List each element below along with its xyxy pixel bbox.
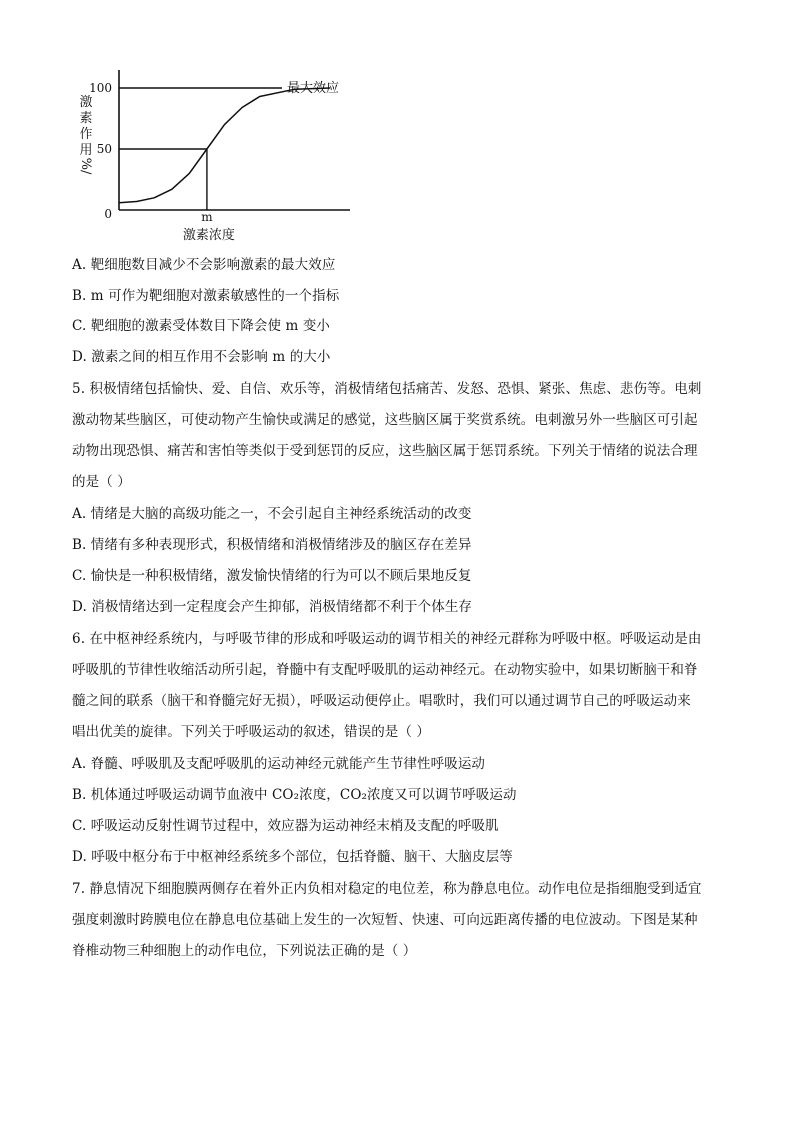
- q4-option-a: A. 靶细胞数目减少不会影响激素的最大效应: [72, 257, 336, 273]
- q4-option-d: D. 激素之间的相互作用不会影响 m 的大小: [72, 349, 331, 365]
- q6-stem-line-3: 髓之间的联系（脑干和脊髓完好无损），呼吸运动便停止。唱歌时，我们可以通过调节自己的呼吸运动来: [72, 693, 691, 709]
- q6-option-c: C. 呼吸运动反射性调节过程中，效应器为运动神经末梢及支配的呼吸肌: [72, 818, 499, 834]
- y-tick-label-0: 0: [104, 207, 112, 221]
- dose-response-curve: [119, 88, 330, 203]
- q6-option-a: A. 脊髓、呼吸肌及支配呼吸肌的运动神经元就能产生节律性呼吸运动: [72, 756, 486, 772]
- q5-stem-line-2: 激动物某些脑区，可使动物产生愉快或满足的感觉，这些脑区属于奖赏系统。电刺激另外一些脑区可引起: [72, 412, 698, 428]
- x-axis-label: 激素浓度: [182, 228, 235, 243]
- q5-option-a: A. 情绪是大脑的高级功能之一，不会引起自主神经系统活动的改变: [72, 506, 472, 522]
- y-axis-label-char: 用: [79, 143, 93, 158]
- q5-option-b: B. 情绪有多种表现形式，积极情绪和消极情绪涉及的脑区存在差异: [72, 537, 472, 553]
- q6-stem-line-1: 6. 在中枢神经系统内，与呼吸节律的形成和呼吸运动的调节相关的神经元群称为呼吸中枢。呼吸运动是由: [72, 631, 702, 647]
- q6-stem-line-2: 呼吸肌的节律性收缩活动所引起，脊髓中有支配呼吸肌的运动神经元。在动物实验中，如果切断脑干和脊: [72, 662, 698, 678]
- q5-option-d: D. 消极情绪达到一定程度会产生抑郁，消极情绪都不利于个体生存: [72, 599, 473, 615]
- q5-stem-line-4: 的是（ ）: [72, 474, 131, 490]
- q7-stem-line-3: 脊椎动物三种细胞上的动作电位，下列说法正确的是（ ）: [72, 943, 417, 959]
- y-axis-label-char: 素: [79, 111, 93, 126]
- y-axis-label-char: 作: [79, 127, 93, 142]
- q7-stem-line-2: 强度刺激时跨膜电位在静息电位基础上发生的一次短暂、快速、可向远距离传播的电位波动。下图是某种: [72, 912, 698, 928]
- q6-option-b: B. 机体通过呼吸运动调节血液中 CO₂浓度，CO₂浓度又可以调节呼吸运动: [72, 787, 517, 803]
- q7-stem-line-1: 7. 静息情况下细胞膜两侧存在着外正内负相对稳定的电位差，称为静息电位。动作电位是指细胞受到适宜: [72, 881, 702, 897]
- q6-stem-line-4: 唱出优美的旋律。下列关于呼吸运动的叙述，错误的是（ ）: [72, 724, 430, 740]
- y-tick-label-100: 100: [89, 81, 112, 95]
- q5-stem-line-1: 5. 积极情绪包括愉快、爱、自信、欢乐等，消极情绪包括痛苦、发怒、恐惧、紧张、焦虑、悲伤等。电刺: [72, 381, 702, 397]
- q6-option-d: D. 呼吸中枢分布于中枢神经系统多个部位，包括脊髓、脑干、大脑皮层等: [72, 849, 513, 865]
- q5-option-c: C. 愉快是一种积极情绪，激发愉快情绪的行为可以不顾后果地反复: [72, 568, 472, 584]
- q4-option-c: C. 靶细胞的激素受体数目下降会使 m 变小: [72, 318, 331, 334]
- q5-stem-line-3: 动物出现恐惧、痛苦和害怕等类似于受到惩罚的反应，这些脑区属于惩罚系统。下列关于情绪的说法合理: [72, 443, 698, 459]
- y-tick-label-50: 50: [96, 142, 112, 156]
- hormone-effect-chart: [70, 62, 370, 248]
- y-axis-label-char: 激: [79, 95, 93, 110]
- max-effect-annotation: 最大效应: [287, 81, 340, 96]
- x-tick-label-m: m: [201, 210, 213, 224]
- q4-option-b: B. m 可作为靶细胞对激素敏感性的一个指标: [72, 288, 340, 304]
- y-axis-label-char: %/: [78, 157, 93, 175]
